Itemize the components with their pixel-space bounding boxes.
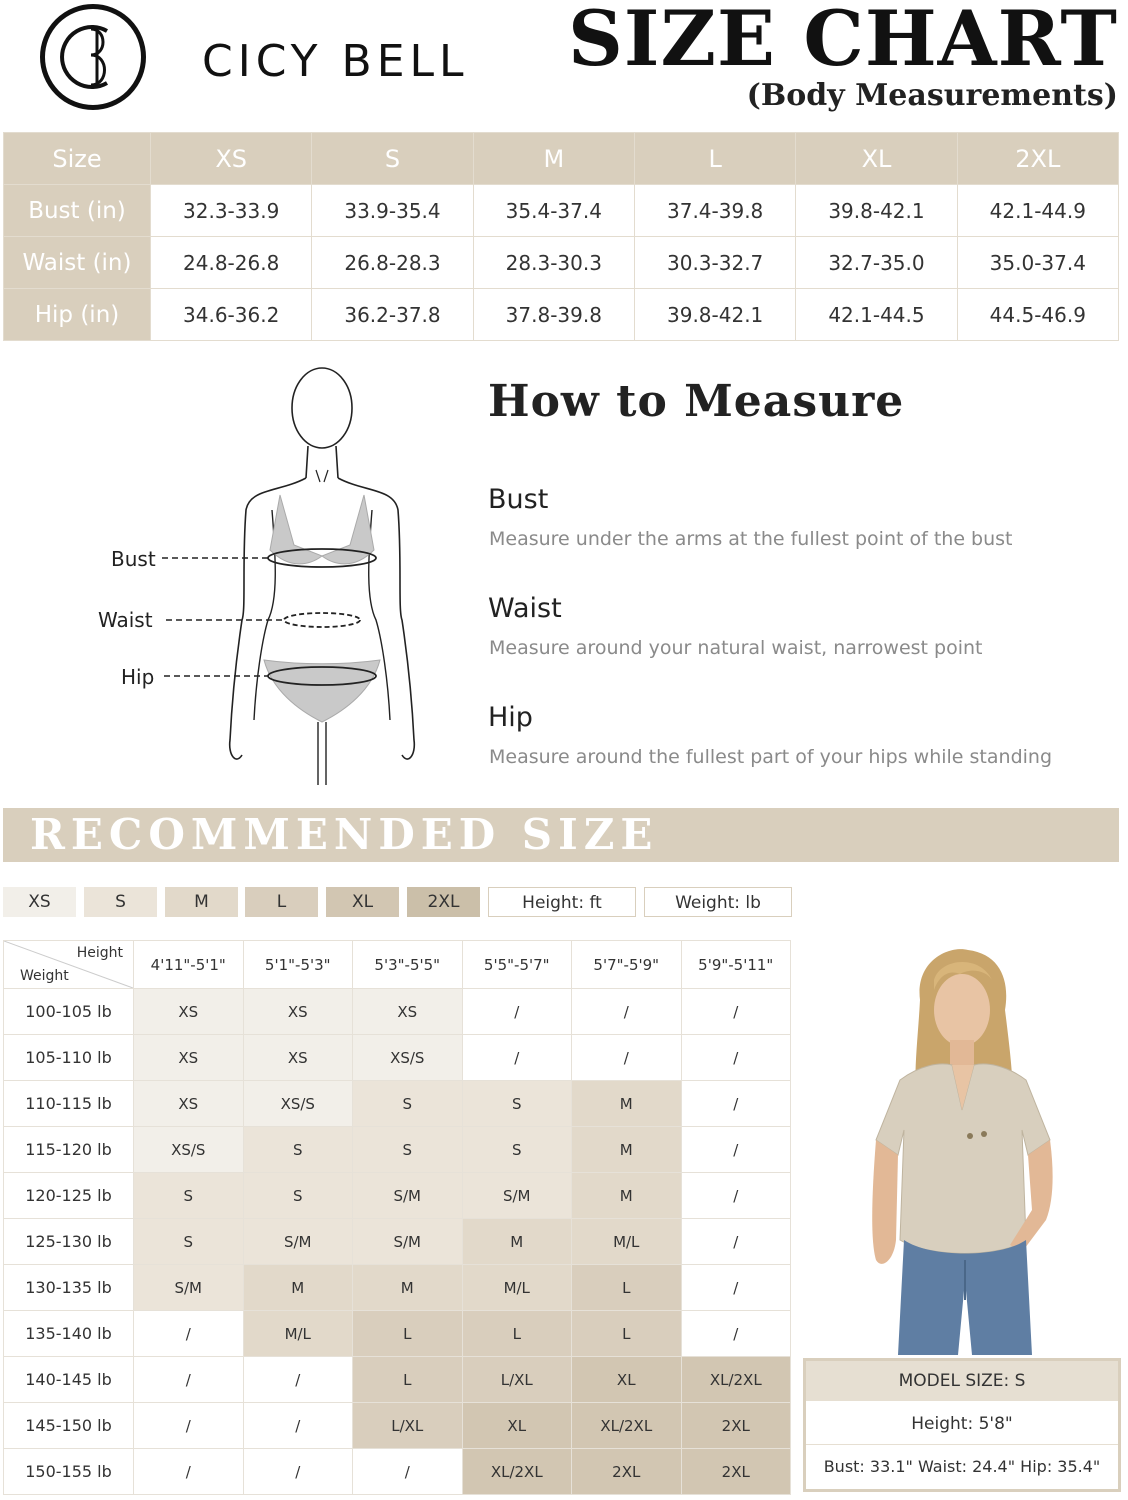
height-col-header: 4'11"-5'1" (134, 941, 244, 989)
size-cell: M (353, 1265, 463, 1311)
size-col-header: 2XL (957, 133, 1118, 185)
table-row (4, 1127, 791, 1173)
weight-row-label: 130-135 lb (4, 1265, 134, 1311)
size-cell: XS/S (243, 1081, 353, 1127)
size-cell: XL/2XL (462, 1449, 572, 1495)
table-row (4, 1219, 791, 1265)
size-cell: XL (572, 1357, 682, 1403)
weight-row-label: 105-110 lb (4, 1035, 134, 1081)
height-col-header: 5'9"-5'11" (681, 941, 791, 989)
table-cell: 44.5-46.9 (957, 289, 1118, 341)
size-cell: / (681, 989, 791, 1035)
height-col-header: 5'5"-5'7" (462, 941, 572, 989)
table-cell: 39.8-42.1 (796, 185, 957, 237)
figure-label-waist: Waist (98, 608, 153, 632)
size-header-row (4, 133, 1119, 185)
size-cell: / (134, 1311, 244, 1357)
weight-row-label: 120-125 lb (4, 1173, 134, 1219)
table-row (4, 1081, 791, 1127)
size-cell: S (462, 1127, 572, 1173)
table-cell: 33.9-35.4 (312, 185, 473, 237)
size-cell: 2XL (681, 1449, 791, 1495)
table-row (4, 1403, 791, 1449)
size-cell: 2XL (572, 1449, 682, 1495)
brand-logo (40, 4, 146, 110)
table-cell: 34.6-36.2 (151, 289, 312, 341)
size-cell: / (462, 1035, 572, 1081)
size-cell: XS/S (353, 1035, 463, 1081)
legend-xl: XL (326, 887, 399, 917)
corner-height-label: Height (76, 945, 123, 961)
table-row (4, 237, 1119, 289)
row-label-waist: Waist (in) (4, 237, 151, 289)
table-cell: 35.4-37.4 (473, 185, 634, 237)
table-row (4, 289, 1119, 341)
legend-m: M (165, 887, 238, 917)
size-cell: XS (243, 989, 353, 1035)
table-cell: 35.0-37.4 (957, 237, 1118, 289)
legend-xs: XS (3, 887, 76, 917)
size-cell: M (243, 1265, 353, 1311)
table-row (4, 989, 791, 1035)
size-cell: S (134, 1173, 244, 1219)
measure-waist-heading: Waist (488, 593, 562, 624)
size-cell: L (353, 1311, 463, 1357)
model-info-card (803, 1358, 1121, 1492)
size-cell: / (681, 1219, 791, 1265)
how-to-measure-title: How to Measure (488, 376, 905, 427)
model-photo (800, 940, 1120, 1355)
size-chart-table (3, 132, 1119, 341)
size-cell: S/M (353, 1219, 463, 1265)
table-cell: 32.7-35.0 (796, 237, 957, 289)
table-cell: 24.8-26.8 (151, 237, 312, 289)
size-cell: S (353, 1127, 463, 1173)
model-size: MODEL SIZE: S (806, 1361, 1118, 1401)
size-cell: XS (134, 989, 244, 1035)
legend-2xl: 2XL (407, 887, 480, 917)
legend-weight-unit: Weight: lb (644, 887, 792, 917)
size-cell: S (462, 1081, 572, 1127)
size-cell: L (572, 1265, 682, 1311)
size-cell: S (243, 1173, 353, 1219)
legend-s: S (84, 887, 157, 917)
size-cell: / (134, 1449, 244, 1495)
size-cell: 2XL (681, 1403, 791, 1449)
page-title: SIZE CHART (568, 0, 1118, 83)
size-cell: XL (462, 1403, 572, 1449)
weight-row-label: 140-145 lb (4, 1357, 134, 1403)
size-cell: / (681, 1311, 791, 1357)
table-cell: 28.3-30.3 (473, 237, 634, 289)
size-cell: / (681, 1127, 791, 1173)
size-cell: L (462, 1311, 572, 1357)
size-cell: S/M (462, 1173, 572, 1219)
weight-row-label: 115-120 lb (4, 1127, 134, 1173)
recommended-title: RECOMMENDED SIZE (30, 810, 659, 859)
table-row (4, 1357, 791, 1403)
measure-waist-text: Measure around your natural waist, narrowest point (489, 637, 983, 659)
size-cell: XS/S (134, 1127, 244, 1173)
table-row (4, 1449, 791, 1495)
height-col-header: 5'3"-5'5" (353, 941, 463, 989)
height-col-header: 5'7"-5'9" (572, 941, 682, 989)
size-cell: M (572, 1173, 682, 1219)
corner-cell (4, 941, 134, 989)
size-col-header: L (634, 133, 795, 185)
page-subtitle: (Body Measurements) (746, 78, 1118, 113)
table-cell: 26.8-28.3 (312, 237, 473, 289)
size-col-header: XS (151, 133, 312, 185)
weight-row-label: 135-140 lb (4, 1311, 134, 1357)
size-header-label: Size (4, 133, 151, 185)
size-cell: L (572, 1311, 682, 1357)
measure-bust-heading: Bust (488, 484, 549, 515)
monogram-icon (45, 9, 141, 105)
size-cell: / (572, 1035, 682, 1081)
size-cell: M/L (243, 1311, 353, 1357)
size-cell: S/M (243, 1219, 353, 1265)
size-cell: M (572, 1127, 682, 1173)
size-col-header: S (312, 133, 473, 185)
table-cell: 36.2-37.8 (312, 289, 473, 341)
size-cell: / (681, 1173, 791, 1219)
table-cell: 37.8-39.8 (473, 289, 634, 341)
size-cell: S (134, 1219, 244, 1265)
size-cell: / (462, 989, 572, 1035)
size-cell: / (134, 1403, 244, 1449)
recommended-size-table (3, 940, 791, 1495)
size-cell: / (681, 1035, 791, 1081)
size-cell: / (572, 989, 682, 1035)
brand-name: CICY BELL (202, 36, 469, 87)
size-cell: L/XL (462, 1357, 572, 1403)
size-cell: M (462, 1219, 572, 1265)
row-label-bust: Bust (in) (4, 185, 151, 237)
size-cell: / (353, 1449, 463, 1495)
row-label-hip: Hip (in) (4, 289, 151, 341)
table-row (4, 1035, 791, 1081)
table-row (4, 1173, 791, 1219)
table-cell: 39.8-42.1 (634, 289, 795, 341)
table-row (4, 1265, 791, 1311)
size-cell: S/M (134, 1265, 244, 1311)
size-cell: XS (353, 989, 463, 1035)
weight-row-label: 100-105 lb (4, 989, 134, 1035)
measure-hip-text: Measure around the fullest part of your hips while standing (489, 746, 1053, 768)
size-cell: XS (134, 1035, 244, 1081)
legend-l: L (245, 887, 318, 917)
table-cell: 30.3-32.7 (634, 237, 795, 289)
corner-weight-label: Weight (20, 968, 69, 984)
size-cell: / (243, 1449, 353, 1495)
weight-row-label: 125-130 lb (4, 1219, 134, 1265)
size-cell: M/L (462, 1265, 572, 1311)
size-cell: / (681, 1081, 791, 1127)
size-cell: XL/2XL (572, 1403, 682, 1449)
size-col-header: M (473, 133, 634, 185)
height-header-row (4, 941, 791, 989)
size-cell: / (681, 1265, 791, 1311)
size-cell: S (353, 1081, 463, 1127)
model-measurements: Bust: 33.1" Waist: 24.4" Hip: 35.4" (823, 1457, 1101, 1476)
size-cell: / (243, 1403, 353, 1449)
size-cell: / (243, 1357, 353, 1403)
table-cell: 42.1-44.9 (957, 185, 1118, 237)
table-cell: 32.3-33.9 (151, 185, 312, 237)
size-cell: / (134, 1357, 244, 1403)
size-cell: XL/2XL (681, 1357, 791, 1403)
size-cell: S (243, 1127, 353, 1173)
legend-height-unit: Height: ft (488, 887, 636, 917)
size-cell: L/XL (353, 1403, 463, 1449)
size-col-header: XL (796, 133, 957, 185)
body-figure-illustration (150, 360, 450, 790)
size-cell: XS (243, 1035, 353, 1081)
table-cell: 37.4-39.8 (634, 185, 795, 237)
weight-row-label: 145-150 lb (4, 1403, 134, 1449)
measure-hip-heading: Hip (488, 702, 533, 733)
size-cell: M (572, 1081, 682, 1127)
size-cell: S/M (353, 1173, 463, 1219)
figure-label-hip: Hip (121, 665, 155, 689)
weight-row-label: 110-115 lb (4, 1081, 134, 1127)
table-row (4, 185, 1119, 237)
size-cell: L (353, 1357, 463, 1403)
height-col-header: 5'1"-5'3" (243, 941, 353, 989)
figure-label-bust: Bust (111, 547, 156, 571)
weight-row-label: 150-155 lb (4, 1449, 134, 1495)
table-cell: 42.1-44.5 (796, 289, 957, 341)
size-cell: XS (134, 1081, 244, 1127)
measure-bust-text: Measure under the arms at the fullest point of the bust (489, 528, 1013, 550)
table-row (4, 1311, 791, 1357)
size-cell: M/L (572, 1219, 682, 1265)
model-height: Height: 5'8" (806, 1401, 1118, 1445)
